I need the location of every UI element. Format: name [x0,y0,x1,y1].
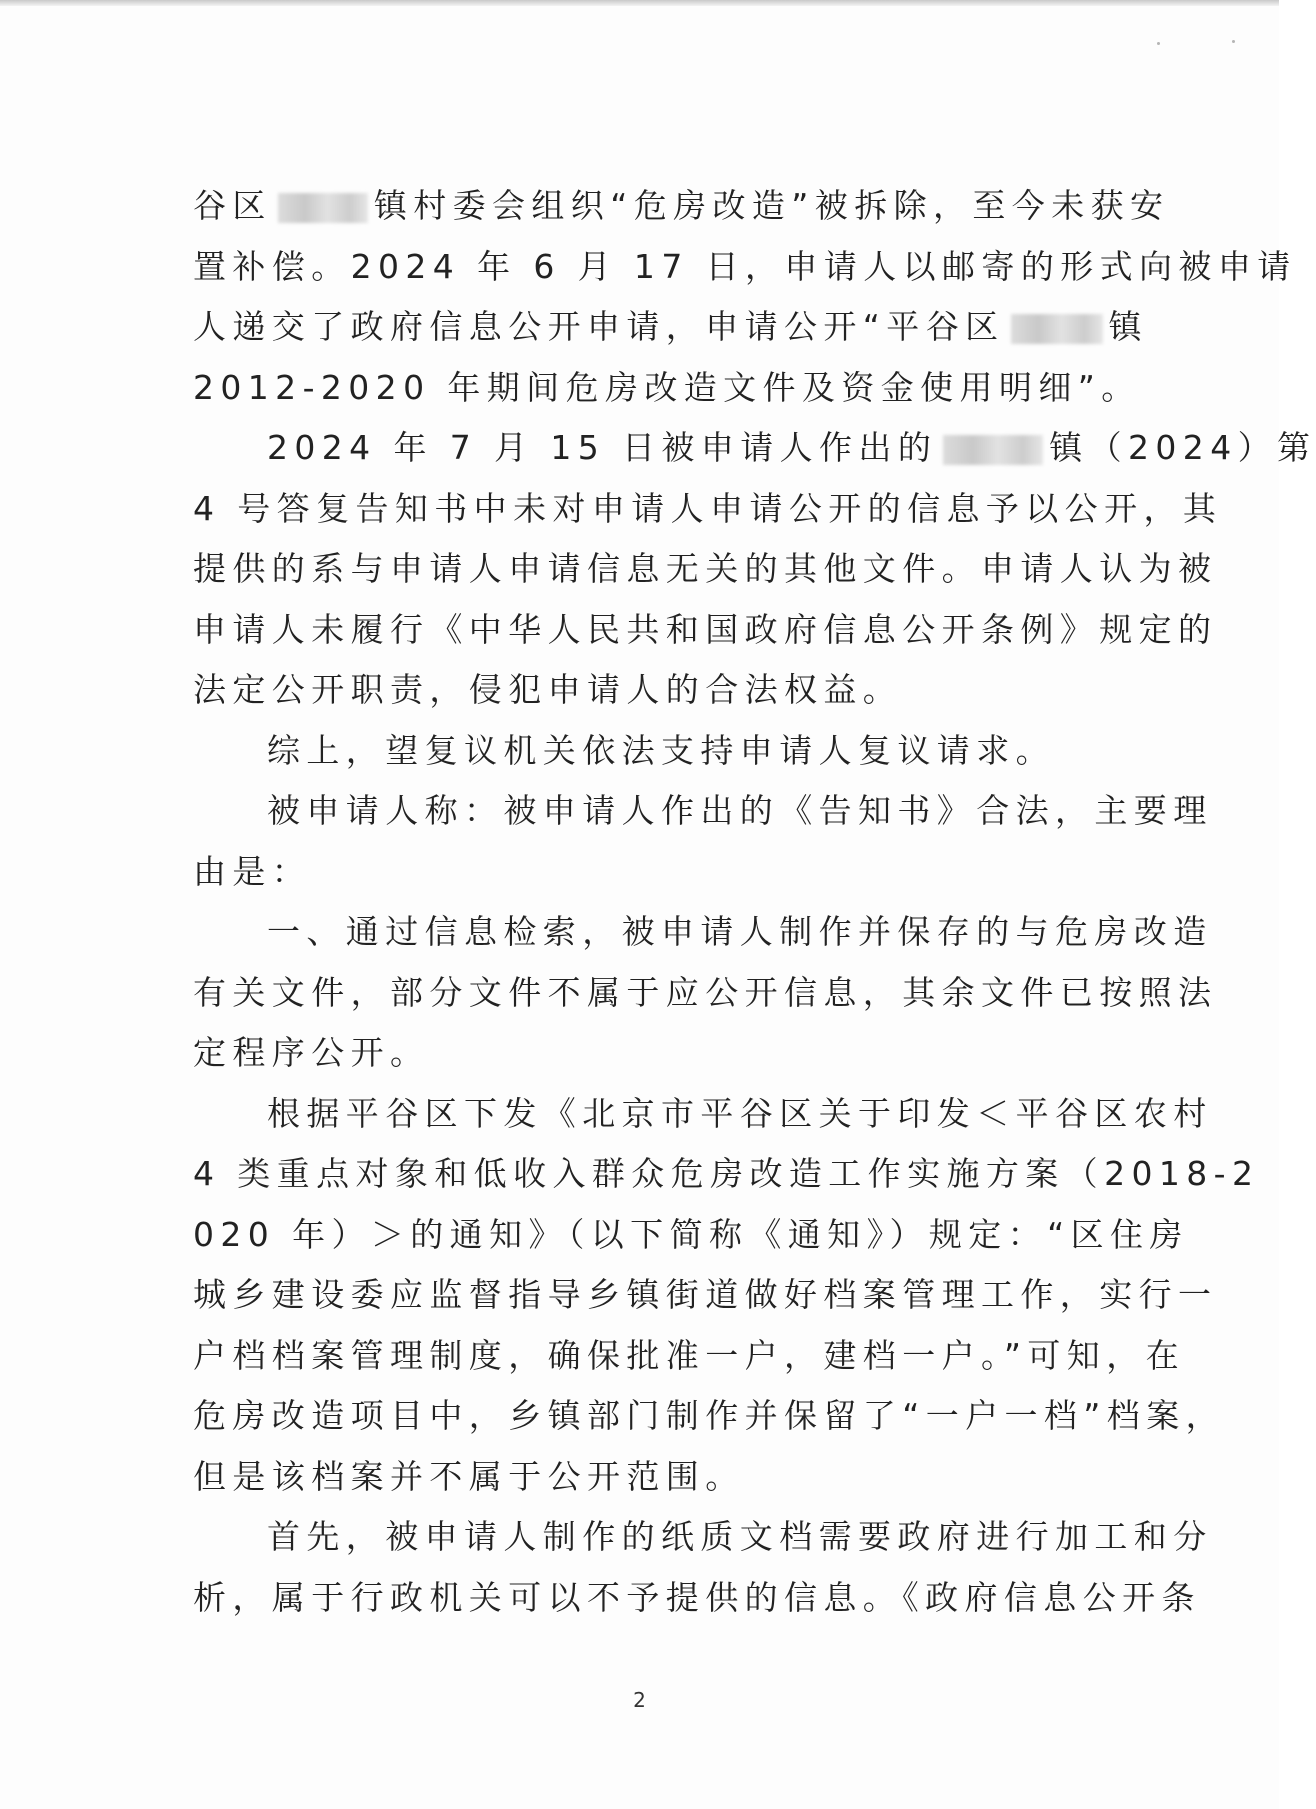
body-text [193,176,1316,1628]
text-line: 一、通过信息检索，被申请人制作并保存的与危房改造 [267,912,1213,951]
text-line: 4 号答复告知书中未对申请人申请公开的信息予以公开，其 [193,488,1223,528]
text-line: 020 年）＞的通知》（以下简称《通知》）规定：“区住房 [193,1214,1189,1254]
page-number: 2 [633,1688,646,1712]
scan-edge [0,0,1279,6]
text-line: 根据平谷区下发《北京市平谷区关于印发＜平谷区农村 [267,1093,1213,1133]
text-line: 提供的系与申请人申请信息无关的其他文件。申请人认为被 [193,549,1218,588]
text-line: 但是该档案并不属于公开范围。 [193,1456,745,1496]
text-line: 被申请人称：被申请人作出的《告知书》合法，主要理 [267,791,1213,830]
text-line: 法定公开职责，侵犯申请人的合法权益。 [193,670,903,709]
text-line: 户档档案管理制度，确保批准一户，建档一户。”可知，在 [193,1335,1185,1375]
text-line: 城乡建设委应监督指导乡镇街道做好档案管理工作，实行一 [193,1275,1218,1314]
text-line: 谷区 镇村委会组织“危房改造”被拆除，至今未获安 [193,186,1170,225]
text-line: 有关文件，部分文件不属于应公开信息，其余文件已按照法 [193,972,1218,1012]
text-line: 置补偿。2024 年 6 月 17 日，申请人以邮寄的形式向被申请 [193,246,1297,286]
redaction-block [278,193,368,223]
text-line: 危房改造项目中，乡镇部门制作并保留了“一户一档”档案， [193,1396,1225,1435]
redaction-block [1011,314,1103,344]
text-line: 析，属于行政机关可以不予提供的信息。《政府信息公开条 [193,1577,1201,1617]
text-line: 人递交了政府信息公开申请，申请公开“平谷区 镇 [193,307,1148,346]
text-line: 定程序公开。 [193,1033,430,1072]
scan-speck [1157,42,1160,45]
text-line: 申请人未履行《中华人民共和国政府信息公开条例》规定的 [193,609,1218,649]
scan-speck [1232,40,1235,43]
text-line: 2024 年 7 月 15 日被申请人作出的 镇（2024）第 [267,428,1316,467]
text-line: 综上，望复议机关依法支持申请人复议请求。 [267,730,1055,770]
text-line: 首先，被申请人制作的纸质文档需要政府进行加工和分 [267,1517,1213,1556]
text-line: 2012-2020 年期间危房改造文件及资金使用明细”。 [193,367,1141,407]
text-line: 由是： [193,851,312,891]
redaction-block [943,435,1043,465]
text-line: 4 类重点对象和低收入群众危房改造工作实施方案（2018-2 [193,1154,1260,1193]
